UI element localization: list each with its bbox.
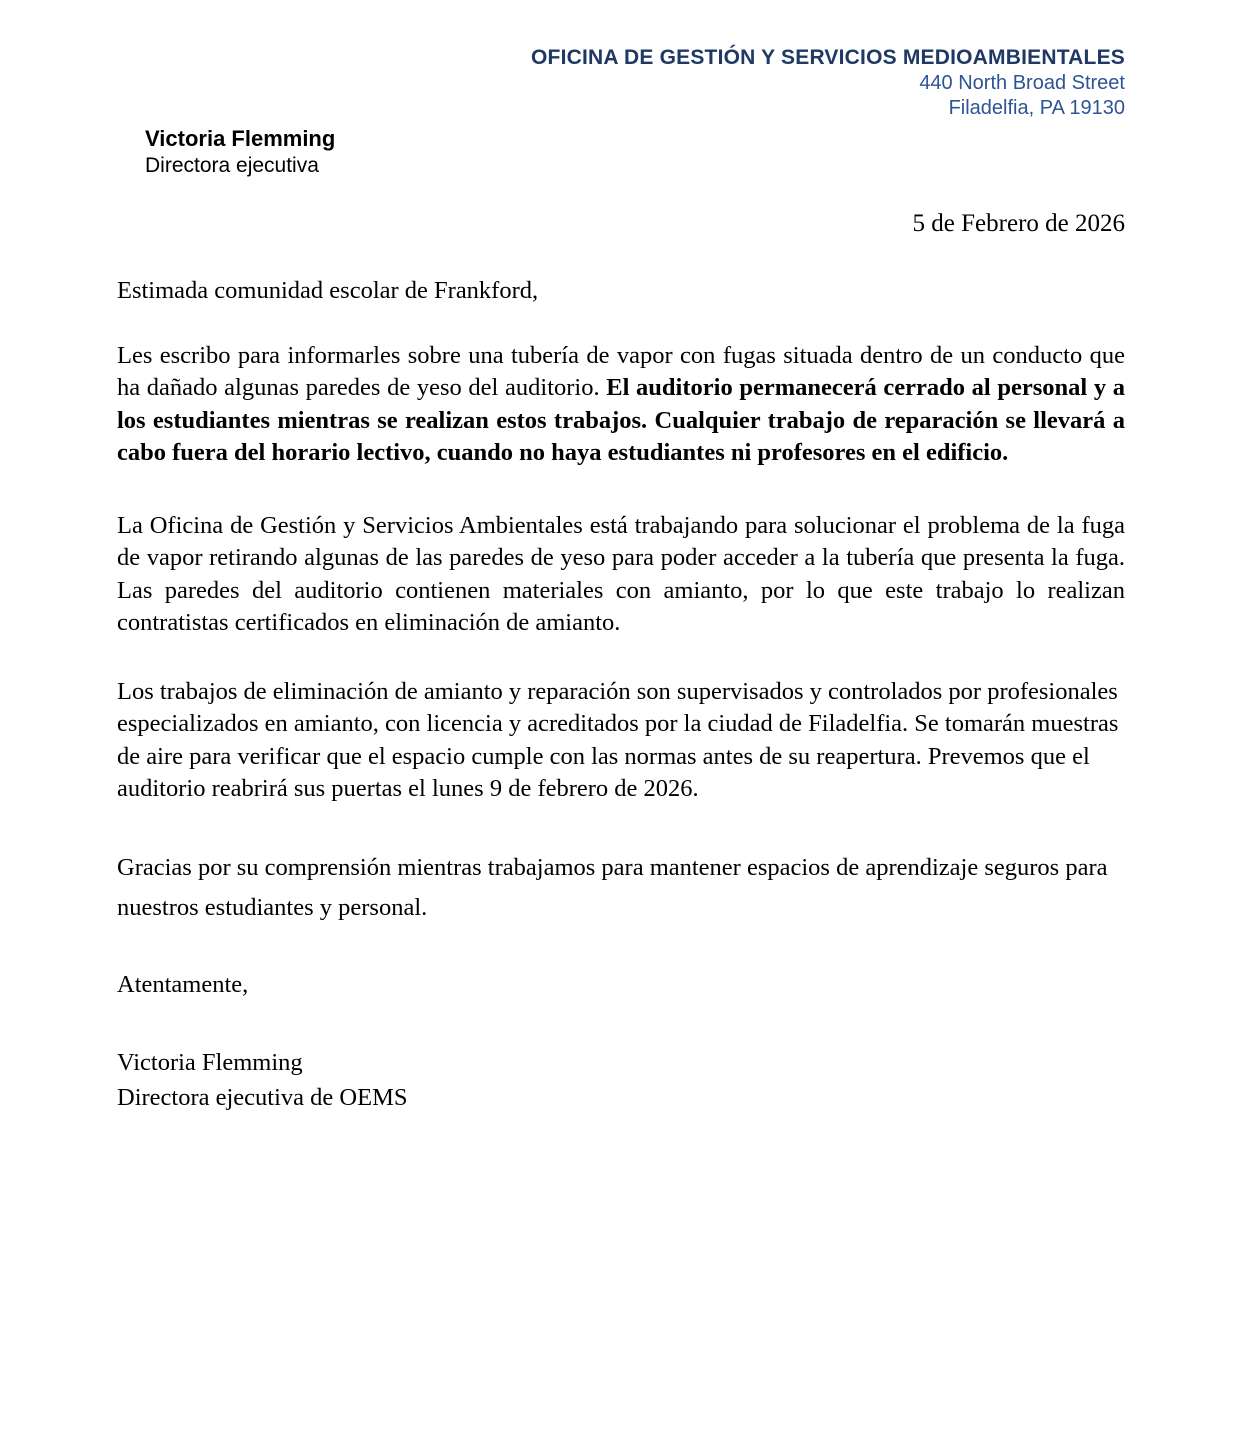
signature-name: Victoria Flemming — [117, 1049, 303, 1076]
paragraph-steam-leak-normal: Les escribo para informarles sobre una tubería de vapor con fugas situada dentro de un conducto que ha dañado algunas paredes de yeso del auditorio. — [117, 341, 1125, 401]
sender-title: Directora ejecutiva — [145, 154, 319, 177]
salutation: Estimada comunidad escolar de Frankford, — [117, 277, 539, 304]
address-line-1: 440 North Broad Street — [919, 72, 1125, 94]
letterhead — [117, 45, 1125, 121]
address-line-2: Filadelfia, PA 19130 — [948, 97, 1125, 119]
letter-body — [117, 275, 1125, 1115]
paragraph-abatement-oversight: Los trabajos de eliminación de amianto y reparación son supervisados y controlados por profesionales especializados en amianto, con licencia y acreditados por la ciudad de Filadelfia. Se tomarán muestras de aire para verificar que el espacio cumple con las normas antes de su reapertura. Prevemos que el auditorio reabrirá sus puertas el lunes 9 de febrero de 2026. — [117, 677, 1119, 802]
organization-name: OFICINA DE GESTIÓN Y SERVICIOS MEDIOAMBIENTALES — [531, 46, 1125, 69]
paragraph-steam-leak-bold: El auditorio permanecerá cerrado al personal y a los estudiantes mientras se realizan estos trabajos. Cualquier trabajo de reparación se llevará a cabo fuera del horario lectivo, cuando no haya estudiantes ni profesores en el edificio. — [117, 374, 1125, 466]
sender-name: Victoria Flemming — [145, 126, 336, 151]
sender-block — [145, 125, 1125, 179]
signature-title: Directora ejecutiva de OEMS — [117, 1084, 408, 1111]
signature-block — [117, 1045, 1125, 1115]
closing: Atentamente, — [117, 970, 249, 998]
paragraph-steam-leak — [117, 340, 1125, 470]
paragraph-repair-work: La Oficina de Gestión y Servicios Ambientales está trabajando para solucionar el problema de la fuga de vapor retirando algunas de las paredes de yeso para poder acceder a la tubería que presenta la fuga. Las paredes del auditorio contienen materiales con amianto, por lo que este trabajo lo realizan contratistas certificados en eliminación de amianto. — [117, 511, 1125, 636]
letter-date: 5 de Febrero de 2026 — [912, 210, 1125, 237]
paragraph-thanks: Gracias por su comprensión mientras trabajamos para mantener espacios de aprendizaje seguros para nuestros estudiantes y personal. — [117, 853, 1108, 921]
